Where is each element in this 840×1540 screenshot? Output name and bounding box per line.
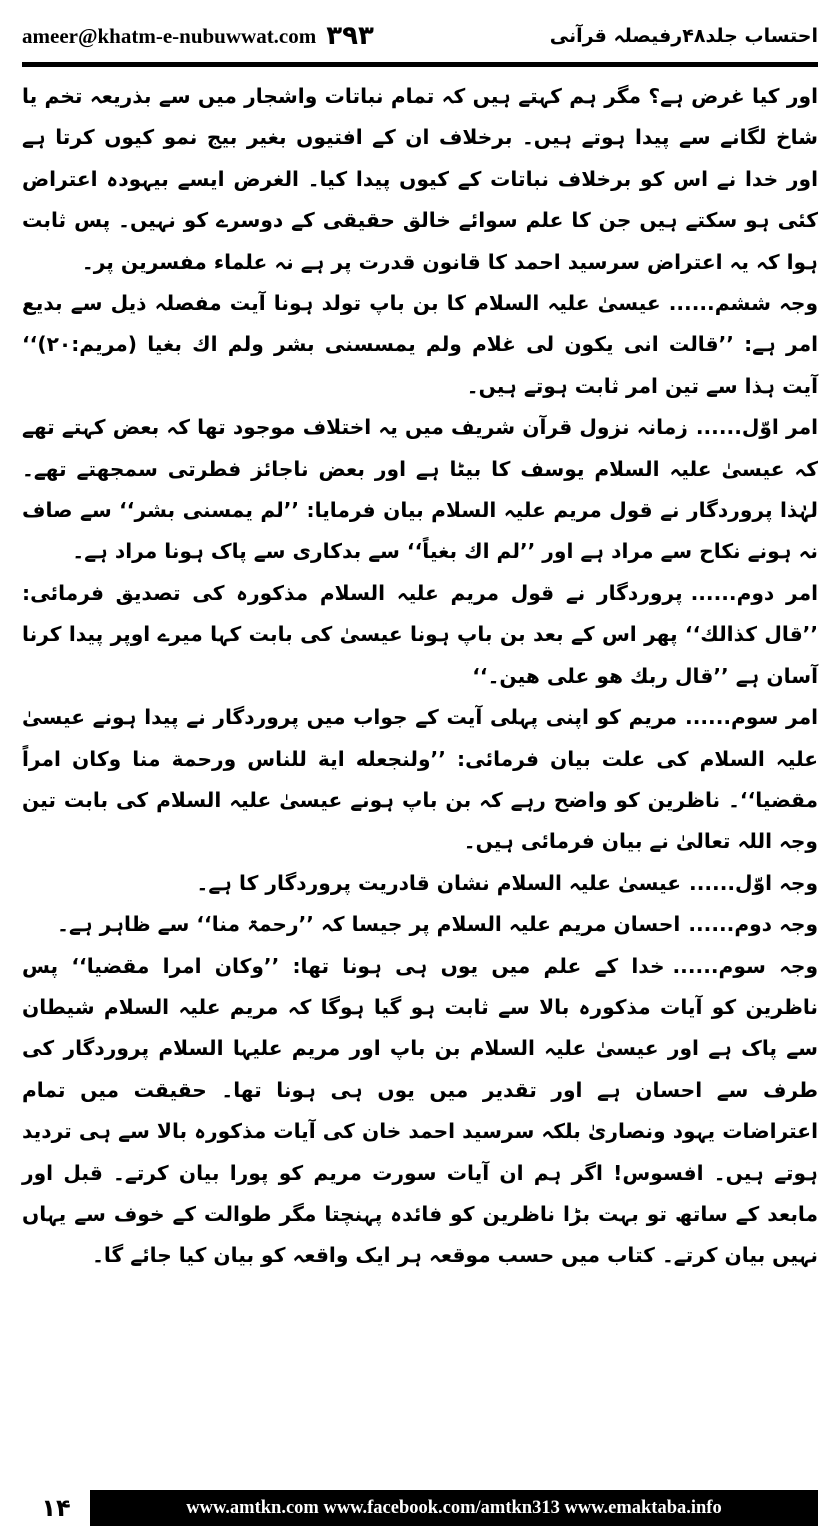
reason-one-text: عیسیٰ علیہ السلام نشان قادریت پروردگار کا ہے۔ [196,870,682,895]
paragraph-intro: اور کیا غرض ہے؟ مگر ہم کہتے ہیں کہ تمام نباتات واشجار میں سے بذریعہ تخم یا شاخ لگانے سے پیدا ہوتے ہیں۔ برخلاف ان کے افتیوں بغیر بیج نمو کیوں کرتا ہے اور خدا نے اس کو برخلاف نباتات کے کیوں پیدا کیا۔ الغرض ایسے بیہودہ اعتراض کئی ہو سکتے ہیں جن کا علم سوائے خالق حقیقی کے دوسرے کو نہیں۔ پس ثابت ہوا کہ یہ اعتراض سرسید احمد کا قانون قدرت پر ہے نہ علماء مفسرین پر۔ [22,84,818,274]
reason-two-label: وجہ دوم...... [688,912,818,937]
paragraph-reason-six [22,283,818,407]
reason-two-text: احسان مریم علیہ السلام پر جیسا کہ ’’رحمۃ منا‘‘ سے ظاہر ہے۔ [57,912,681,937]
matter-one-text: زمانہ نزول قرآن شریف میں یہ اختلاف موجود تھا کہ بعض کہتے تھے کہ عیسیٰ علیہ السلام یوسف کا بیٹا ہے اور بعض ناجائز فطرتی سمجھتے تھے۔ لہٰذا پروردگار نے قول مریم علیہ السلام بیان فرمایا: ’’لم یمسنی بشر‘‘ سے صاف نہ ہونے نکاح سے مراد ہے اور ’’لم اك بغیاً‘‘ سے بدکاری سے پاک ہونا مراد ہے۔ [22,415,818,564]
paragraph-reason-one [22,863,818,904]
footer-links[interactable]: www.amtkn.com www.facebook.com/amtkn313 www.emaktaba.info [90,1490,818,1526]
matter-one-label: امر اوّل...... [695,415,818,440]
header-divider [22,62,818,67]
paragraph-matter-three [22,697,818,863]
matter-two-label: امر دوم...... [690,580,818,605]
paragraph-matter-one [22,407,818,573]
reason-one-label: وجہ اوّل...... [689,870,818,895]
matter-three-text: مریم کو اپنی پہلی آیت کے جواب میں پروردگار نے پیدا ہونے عیسیٰ علیہ السلام کی علت بیان فرمائی: ’’ولنجعله ایة للناس ورحمة منا وکان امراً مقضیا‘‘۔ ناظرین کو واضح رہے کہ بن باپ ہونے عیسیٰ علیہ السلام کی بابت تین وجہ اللہ تعالیٰ نے بیان فرمائی ہیں۔ [22,705,818,854]
paragraph-matter-two [22,573,818,697]
reason-three-text: خدا کے علم میں یوں ہی ہونا تھا: ’’وکان امرا مقضیا‘‘ پس ناظرین کو آیات مذکورہ بالا سے ثابت ہو گیا ہوگا کہ مریم علیہ السلام شیطان سے پاک ہے اور عیسیٰ علیہ السلام بن باپ اور مریم علیہا السلام پروردگار کی طرف سے احسان ہے اور تقدیر میں یوں ہی ہونا تھا۔ حقیقت میں تمام اعتراضات یہود ونصاریٰ بلکہ سرسید احمد خان کی آیات مذکورہ بالا سے ہی تردید ہوتے ہیں۔ افسوس! اگر ہم ان آیات سورت مریم کو پورا بیان کرتے۔ قبل اور مابعد کے ساتھ تو بہت بڑا ناظرین کو فائدہ پہنچتا مگر طوالت کے خوف سے یہاں نہیں بیان کرتے۔ کتاب میں حسب موقعہ ہر ایک واقعہ کو بیان کیا جائے گا۔ [22,953,818,1268]
paragraph-reason-three [22,946,818,1277]
page-number: ۳۹۳ [326,21,374,51]
header-left [22,21,374,51]
reason-six-text: عیسیٰ علیہ السلام کا بن باپ تولد ہونا آیت مفصلہ ذیل سے بدیع امر ہے: ’’قالت انی یکون لی غلام ولم یمسسنی بشر ولم اك بغیا (مریم:۲۰)‘‘ آیت ہذا سے تین امر ثابت ہوتے ہیں۔ [22,291,818,398]
footer-number: ۱۴ [22,1490,90,1526]
page-body [22,76,818,1277]
header-email[interactable]: ameer@khatm-e-nubuwwat.com [22,23,317,48]
matter-two-text: پروردگار نے قول مریم علیہ السلام مذکورہ کی تصدیق فرمائی: ’’قال کذالك‘‘ پھر اس کے بعد بن باپ ہونا عیسیٰ کی بابت کہا میرے اوپر پیدا کرنا آسان ہے ’’قال ربك ھو علی ھین۔‘‘ [22,580,818,688]
matter-three-label: امر سوم...... [685,705,818,730]
book-title: احتساب جلد۴۸رفیصلہ قرآنی [549,25,818,47]
reason-six-label: وجہ ششم...... [668,291,818,316]
reason-three-label: وجہ سوم...... [672,953,818,978]
paragraph-reason-two [22,904,818,945]
page-footer [22,1490,818,1526]
page-header [22,14,818,58]
